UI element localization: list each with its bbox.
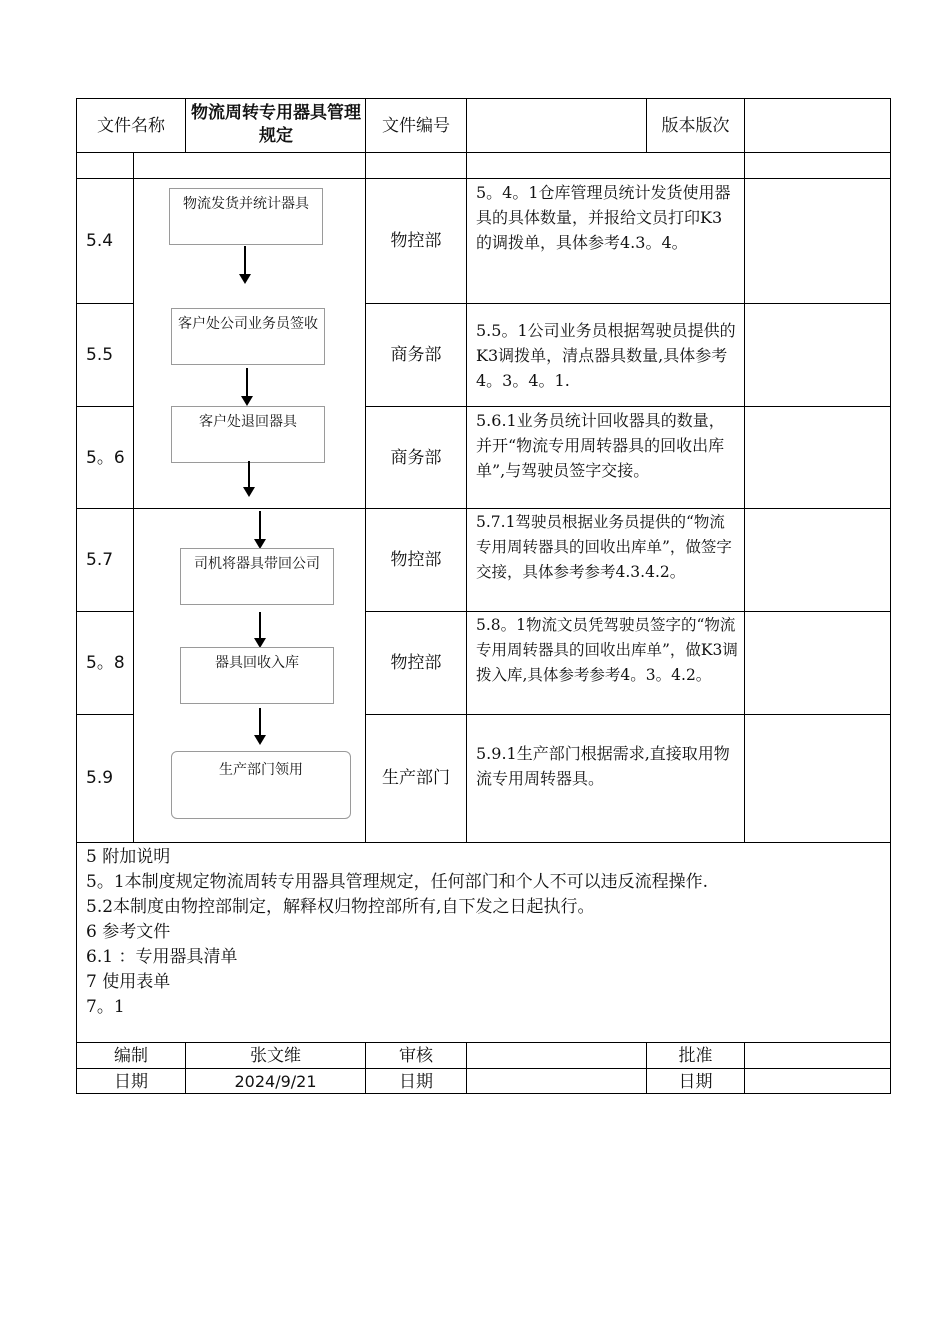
doc-number-label: 文件编号	[382, 116, 450, 136]
date-label: 日期	[399, 1072, 433, 1092]
step-description: 5.5。1公司业务员根据驾驶员提供的K3调拨单，清点器具数量,具体参考4。3。4。1.	[476, 321, 736, 390]
flow-arrow	[259, 511, 261, 547]
header-divider	[76, 152, 891, 153]
col-divider	[466, 1042, 467, 1094]
doc-name-value: 物流周转专用器具管理规定	[191, 103, 361, 146]
row-divider	[365, 406, 891, 407]
date-label: 日期	[114, 1072, 148, 1092]
flow-box: 客户处公司业务员签收	[171, 308, 325, 365]
row-divider	[365, 611, 891, 612]
department: 物控部	[390, 653, 442, 673]
col-divider	[365, 98, 366, 843]
notes-line: 5.2本制度由物控部制定，解释权归物控部所有,自下发之日起执行。	[86, 897, 595, 917]
flow-box: 器具回收入库	[180, 647, 334, 704]
process-table-bottom	[76, 842, 891, 843]
col-divider	[133, 152, 134, 843]
row-divider	[76, 508, 891, 509]
date-value: 2024/9/21	[234, 1072, 317, 1091]
step-number: 5.4	[86, 231, 114, 251]
flow-terminal: 生产部门领用	[171, 751, 351, 819]
step-number: 5.9	[86, 768, 114, 788]
notes-line: 7。1	[86, 997, 125, 1017]
row-divider	[76, 406, 134, 407]
doc-name-label: 文件名称	[97, 116, 165, 136]
notes-line: 5 附加说明	[86, 847, 171, 867]
step-number: 5.5	[86, 345, 114, 365]
notes-line: 6 参考文件	[86, 922, 171, 942]
review-label: 审核	[399, 1046, 433, 1066]
col-divider	[744, 152, 745, 843]
row-divider	[76, 714, 134, 715]
row-divider	[76, 611, 134, 612]
notes-line: 6.1 ：专用器具清单	[86, 947, 238, 967]
step-description: 5.9.1生产部门根据需求,直接取用物流专用周转器具。	[476, 744, 730, 788]
table-border-left	[76, 98, 77, 1094]
row-divider	[76, 303, 134, 304]
step-description: 5.8。1物流文员凭驾驶员签字的“物流专用周转器具的回收出库单”，做K3调拨入库,具体参考参考4。3。4.2。	[476, 616, 738, 684]
flow-arrow	[259, 708, 261, 743]
footer-divider	[76, 1068, 891, 1069]
compiled-label: 编制	[114, 1046, 148, 1066]
department: 物控部	[390, 550, 442, 570]
table-border-right	[890, 98, 891, 1094]
department: 生产部门	[382, 768, 450, 788]
notes-line: 7 使用表单	[86, 972, 171, 992]
date-label: 日期	[678, 1072, 713, 1092]
notes-line: 5。1本制度规定物流周转专用器具管理规定，任何部门和个人不可以违反流程操作.	[86, 872, 709, 892]
version-label: 版本版次	[661, 116, 730, 136]
row-divider	[365, 714, 891, 715]
department: 商务部	[390, 448, 442, 468]
compiled-by: 张文维	[250, 1046, 301, 1066]
step-description: 5。4。1仓库管理员统计发货使用器具的具体数量，并报给文员打印K3的调拨单，具体参考4.3。4。	[476, 183, 731, 252]
flow-box: 物流发货并统计器具	[169, 188, 323, 245]
col-divider	[185, 98, 186, 153]
blank-row-divider	[76, 178, 891, 179]
flow-box: 司机将器具带回公司	[180, 548, 334, 605]
col-divider	[744, 98, 745, 153]
step-number: 5。6	[86, 448, 125, 468]
step-description: 5.6.1业务员统计回收器具的数量，并开“物流专用周转器具的回收出库单”,与驾驶员签字交接。	[476, 411, 725, 480]
table-border-top	[76, 98, 891, 99]
col-divider	[466, 98, 467, 843]
department: 物控部	[390, 231, 442, 251]
department: 商务部	[390, 345, 442, 365]
flow-arrow	[246, 368, 248, 404]
flow-arrow	[248, 461, 250, 495]
col-divider	[744, 1042, 745, 1094]
approve-label: 批准	[678, 1046, 713, 1066]
row-divider	[365, 303, 891, 304]
step-number: 5.7	[86, 550, 114, 570]
notes-bottom	[76, 1042, 891, 1043]
step-number: 5。8	[86, 653, 125, 673]
step-description: 5.7.1驾驶员根据业务员提供的“物流专用周转器具的回收出库单”，做签字交接，具体参考参考4.3.4.2。	[476, 513, 732, 581]
flow-arrow	[259, 612, 261, 646]
flow-arrow	[244, 246, 246, 282]
flow-box: 客户处退回器具	[171, 406, 325, 463]
